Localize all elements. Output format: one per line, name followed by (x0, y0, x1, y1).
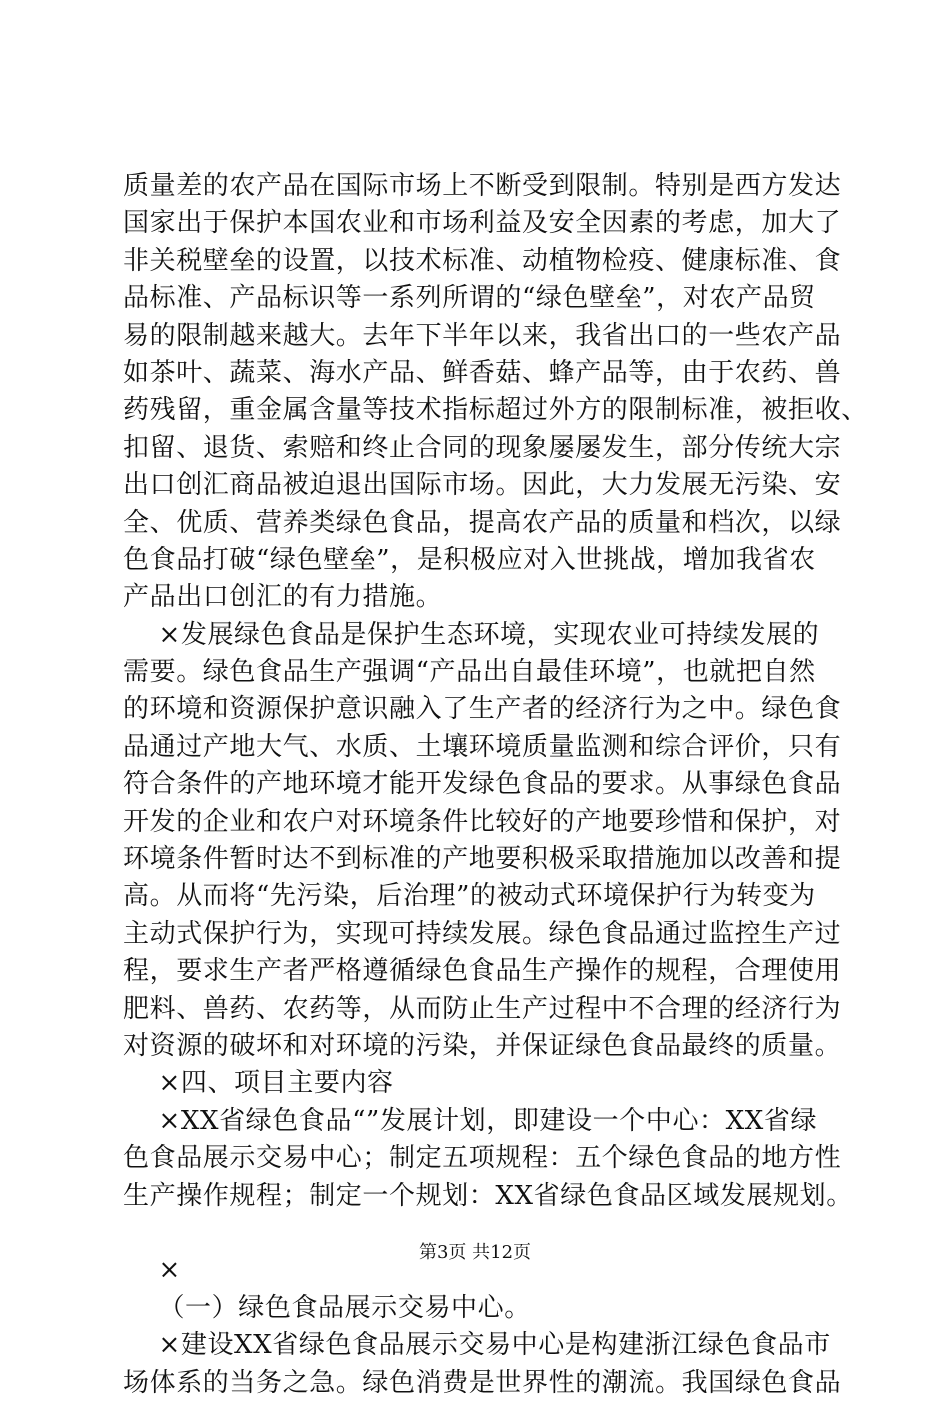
text-line: 产品出口创汇的有力措施。 (123, 582, 443, 613)
text-line: 符合条件的产地环境才能开发绿色食品的要求。从事绿色食品 (123, 769, 842, 800)
text-line: 的环境和资源保护意识融入了生产者的经济行为之中。绿色食 (123, 694, 842, 725)
text-line: 环境条件暂时达不到标准的产地要积极采取措施加以改善和提 (123, 844, 842, 875)
text-line: 需要。绿色食品生产强调“产品出自最佳环境”，也就把自然 (123, 657, 816, 688)
text-line: 国家出于保护本国农业和市场利益及安全因素的考虑，加大了 (123, 208, 842, 239)
text-line: 品标准、产品标识等一系列所谓的“绿色壁垒”，对农产品贸 (123, 283, 816, 314)
text-line: 肥料、兽药、农药等，从而防止生产过程中不合理的经济行为 (123, 993, 842, 1024)
text-line: 主动式保护行为，实现可持续发展。绿色食品通过监控生产过 (123, 918, 842, 949)
text-line: 开发的企业和农户对环境条件比较好的产地要珍惜和保护，对 (123, 806, 842, 837)
text-line: 场体系的当务之急。绿色消费是世界性的潮流。我国绿色食品 (123, 1367, 842, 1398)
text-line: ×建设XX省绿色食品展示交易中心是构建浙江绿色食品市 (123, 1330, 831, 1361)
text-line: 色食品展示交易中心；制定五项规程：五个绿色食品的地方性 (123, 1143, 842, 1174)
text-line: 如茶叶、蔬菜、海水产品、鲜香菇、蜂产品等，由于农药、兽 (123, 357, 842, 388)
document-body (123, 168, 868, 1402)
text-line: 易的限制越来越大。去年下半年以来，我省出口的一些农产品 (123, 320, 842, 351)
text-line: 全、优质、营养类绿色食品，提高农产品的质量和档次，以绿 (123, 507, 842, 538)
text-line: 扣留、退货、索赔和终止合同的现象屡屡发生，部分传统大宗 (123, 432, 842, 463)
text-line: 非关税壁垒的设置，以技术标准、动植物检疫、健康标准、食 (123, 245, 842, 276)
text-line: 品通过产地大气、水质、土壤环境质量监测和综合评价，只有 (123, 731, 842, 762)
text-line: ×四、项目主要内容 (123, 1068, 394, 1099)
text-line: 药残留，重金属含量等技术指标超过外方的限制标准，被拒收、 (123, 395, 868, 426)
page-footer: 第3页 共12页 (418, 1242, 532, 1263)
text-line: 对资源的破坏和对环境的污染，并保证绿色食品最终的质量。 (123, 1030, 842, 1061)
text-line: ×发展绿色食品是保护生态环境，实现农业可持续发展的 (123, 619, 820, 650)
text-line: （一）绿色食品展示交易中心。 (123, 1292, 531, 1323)
text-line: 色食品打破“绿色壁垒”，是积极应对入世挑战，增加我省农 (123, 544, 816, 575)
text-line: 出口创汇商品被迫退出国际市场。因此，大力发展无污染、安 (123, 470, 842, 501)
text-line: × (123, 1255, 181, 1286)
text-line: 生产操作规程；制定一个规划：XX省绿色食品区域发展规划。 (123, 1180, 853, 1211)
text-line: ×XX省绿色食品“”发展计划，即建设一个中心：XX省绿 (123, 1105, 818, 1136)
text-line: 高。从而将“先污染，后治理”的被动式环境保护行为转变为 (123, 881, 816, 912)
text-line: 质量差的农产品在国际市场上不断受到限制。特别是西方发达 (123, 171, 842, 201)
text-line: 程，要求生产者严格遵循绿色食品生产操作的规程，合理使用 (123, 956, 842, 987)
